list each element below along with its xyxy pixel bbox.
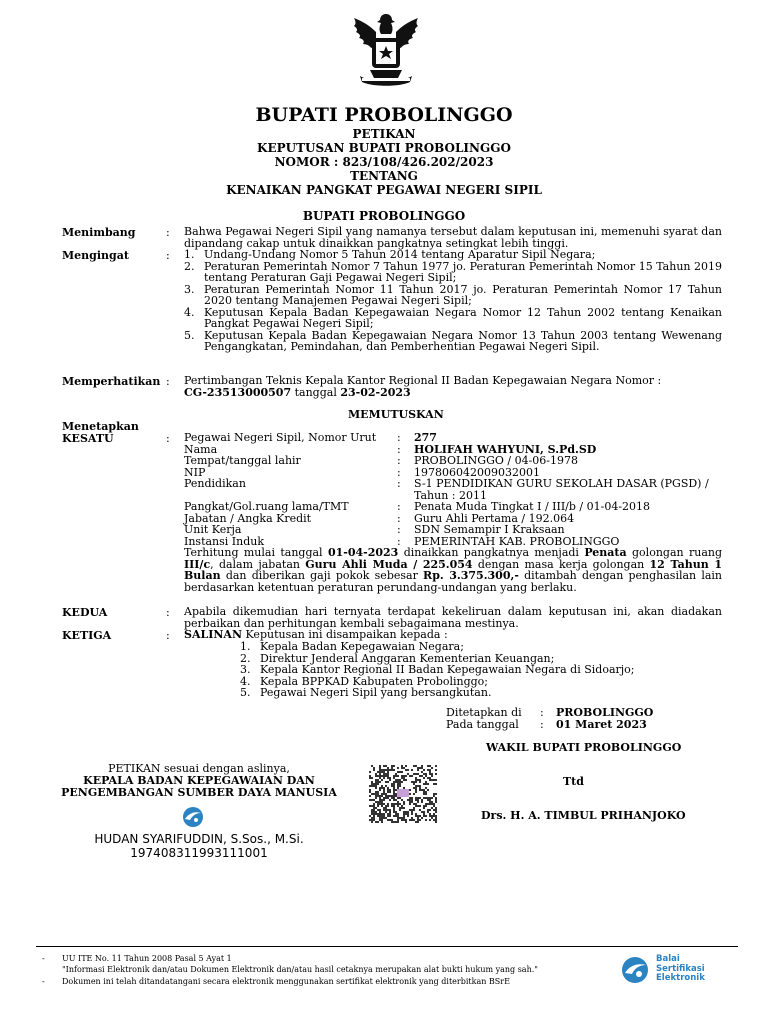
ref-date: 23-02-2023 xyxy=(340,385,411,399)
list-item xyxy=(240,687,680,699)
kesatu-paragraph xyxy=(184,547,722,593)
bsre-logo-icon xyxy=(180,806,206,828)
detail-value: 197806042009032001 xyxy=(414,465,540,479)
footer-line2: "Informasi Elektronik dan/atau Dokumen Elektronik dan/atau hasil cetaknya merupakan alat bukti hukum yang sah." xyxy=(62,965,538,974)
colon: : xyxy=(397,431,401,444)
list-number: 4. xyxy=(240,674,251,688)
kedua-text: Apabila dikemudian hari ternyata terdapat kekeliruan dalam keputusan ini, akan diadakan perbaikan dan perhitungan kembali sebagaimana mestinya. xyxy=(184,605,722,630)
colon: : xyxy=(166,432,170,445)
gaji-pokok: Rp. 3.375.300,- xyxy=(423,569,519,582)
issuer-title: BUPATI PROBOLINGGO xyxy=(302,209,466,223)
memutuskan-heading: MEMUTUSKAN xyxy=(348,408,444,421)
list-item xyxy=(184,330,722,353)
list-text: Undang-Undang Nomor 5 Tahun 2014 tentang Aparatur Sipil Negara; xyxy=(204,248,596,261)
colon: : xyxy=(397,534,401,548)
list-text: Peraturan Pemerintah Nomor 11 Tahun 2017 jo. Peraturan Pemerintah Nomor 17 Tahun 2020 tentang Manajemen Pegawai Negeri Sipil; xyxy=(204,282,722,307)
kedua-label: KEDUA xyxy=(62,606,108,619)
detail-row xyxy=(184,455,724,467)
list-text: Peraturan Pemerintah Nomor 7 Tahun 1977 jo. Peraturan Pemerintah Nomor 15 Tahun 2019 tentang Peraturan Gaji Pegawai Negeri Sipil; xyxy=(204,259,722,284)
place-label: Ditetapkan di xyxy=(446,706,522,719)
colon: : xyxy=(166,249,170,262)
official-title: WAKIL BUPATI PROBOLINGGO xyxy=(486,741,682,754)
bsre-label xyxy=(656,955,705,984)
list-item xyxy=(184,284,722,307)
qr-code-icon xyxy=(369,765,437,823)
signer-name: HUDAN SYARIFUDDIN, S.Sos., M.Si. xyxy=(94,832,304,846)
text-seg: golongan ruang xyxy=(626,546,722,559)
menimbang-text: Bahwa Pegawai Negeri Sipil yang namanya tersebut dalam keputusan ini, memenuhi syarat dan dipandang cakap untuk dinaikkan pangkatnya setingkat lebih tinggi. xyxy=(184,225,722,250)
list-number: 1. xyxy=(184,248,195,261)
kesatu-label: KESATU xyxy=(62,432,114,445)
salinan-intro: Keputusan ini disampaikan kepada : xyxy=(242,628,448,641)
text-seg: dengan masa kerja golongan xyxy=(472,557,650,571)
new-jabatan: Guru Ahli Muda / 225.054 xyxy=(305,557,473,571)
list-text: Kepala Kantor Regional II Badan Kepegawaian Negara di Sidoarjo; xyxy=(260,663,635,676)
colon: : xyxy=(397,500,401,513)
detail-key: Jabatan / Angka Kredit xyxy=(184,511,312,525)
detail-key: Pendidikan xyxy=(184,477,246,490)
list-number: 5. xyxy=(240,686,251,699)
detail-key: Pangkat/Gol.ruang lama/TMT xyxy=(184,500,349,513)
decree-number: NOMOR : 823/108/426.202/2023 xyxy=(274,155,494,169)
detail-row xyxy=(184,432,724,444)
detail-key: Unit Kerja xyxy=(184,523,242,536)
colon: : xyxy=(397,465,401,479)
mengingat-list xyxy=(184,249,722,353)
list-number: 1. xyxy=(240,640,251,653)
ketiga-list xyxy=(240,641,680,699)
tmt-date: 01-04-2023 xyxy=(327,546,399,559)
menimbang-label: Menimbang xyxy=(62,226,136,239)
detail-value: Penata Muda Tingkat I / III/b / 01-04-2018 xyxy=(414,500,651,513)
footer-bullet: - xyxy=(42,977,45,986)
list-text: Direktur Jenderal Anggaran Kementerian Keuangan; xyxy=(260,651,555,665)
footer-line3: Dokumen ini telah ditandatangani secara elektronik menggunakan sertifikat elektronik yang diterbitkan BSrE xyxy=(62,977,510,986)
colon: : xyxy=(540,718,544,731)
bsre-line: Sertifikasi xyxy=(656,963,705,974)
petikan-line1: PETIKAN sesuai dengan aslinya, xyxy=(108,762,290,775)
list-text: Kepala Badan Kepegawaian Negara; xyxy=(260,640,464,653)
text-seg: dan diberikan gaji pokok sebesar xyxy=(220,569,424,582)
ttd-label: Ttd xyxy=(563,775,584,788)
list-text: Kepala BPPKAD Kabupaten Probolinggo; xyxy=(260,674,489,688)
colon: : xyxy=(166,375,170,388)
list-item xyxy=(240,664,680,676)
petikan-line2: KEPALA BADAN KEPEGAWAIAN DAN xyxy=(83,774,315,787)
list-item xyxy=(184,249,722,261)
colon: : xyxy=(397,442,401,456)
tentang-label: TENTANG xyxy=(350,169,418,183)
detail-key: Instansi Induk xyxy=(184,534,265,548)
signer-nip: 197408311993111001 xyxy=(130,846,268,860)
new-golongan: III/c xyxy=(184,557,211,571)
new-rank: Penata xyxy=(584,546,627,559)
colon: : xyxy=(540,706,544,719)
bsre-line: Balai xyxy=(656,954,680,964)
detail-row xyxy=(184,524,724,536)
memperhatikan-line: Pertimbangan Teknis Kepala Kantor Regional II Badan Kepegawaian Negara Nomor : xyxy=(184,374,662,387)
date-label: Pada tanggal xyxy=(446,718,519,731)
colon: : xyxy=(166,629,170,642)
petikan-line3: PENGEMBANGAN SUMBER DAYA MANUSIA xyxy=(61,786,337,799)
colon: : xyxy=(397,477,401,490)
colon: : xyxy=(166,606,170,619)
colon: : xyxy=(397,454,401,467)
detail-value: SDN Semampir I Kraksaan xyxy=(414,523,565,536)
list-number: 4. xyxy=(184,305,195,319)
detail-row xyxy=(184,501,724,513)
list-text: Keputusan Kepala Badan Kepegawaian Negara Nomor 13 Tahun 2003 tentang Wewenang Pengangkatan, Pemindahan, dan Pemberhentian Pegawai Negeri Sipil. xyxy=(204,328,722,353)
footer-bullet: - xyxy=(42,954,45,963)
detail-key: Pegawai Negeri Sipil, Nomor Urut xyxy=(184,431,377,444)
mengingat-label: Mengingat xyxy=(62,249,129,262)
menetapkan-label: Menetapkan xyxy=(62,420,139,433)
footer-divider xyxy=(36,946,738,947)
ketiga-label: KETIGA xyxy=(62,629,112,642)
date-value: 01 Maret 2023 xyxy=(556,718,647,731)
list-number: 5. xyxy=(184,328,195,342)
garuda-emblem-icon xyxy=(340,10,432,92)
detail-key: NIP xyxy=(184,465,206,479)
list-number: 2. xyxy=(184,259,195,273)
employee-details xyxy=(184,432,724,547)
ref-mid: tanggal xyxy=(291,385,341,399)
bsre-footer-logo-icon xyxy=(618,955,652,985)
page-title: BUPATI PROBOLINGGO xyxy=(255,104,513,126)
doc-type: PETIKAN xyxy=(352,127,416,141)
detail-key: Nama xyxy=(184,442,218,456)
bsre-line: Elektronik xyxy=(656,973,705,983)
list-text: Pegawai Negeri Sipil yang bersangkutan. xyxy=(260,686,492,699)
list-text: Keputusan Kepala Badan Kepegawaian Negara Nomor 12 Tahun 2002 tentang Kenaikan Pangkat Pegawai Negeri Sipil; xyxy=(204,305,722,330)
list-number: 2. xyxy=(240,651,251,665)
masa-kerja: 12 Tahun 1 Bulan xyxy=(184,557,722,582)
list-item xyxy=(184,307,722,330)
detail-value: PROBOLINGGO / 04-06-1978 xyxy=(414,454,578,467)
salinan-label: SALINAN xyxy=(184,628,243,641)
detail-value: Guru Ahli Pertama / 192.064 xyxy=(414,511,575,525)
official-name: Drs. H. A. TIMBUL PRIHANJOKO xyxy=(481,809,686,822)
footer-line1: UU ITE No. 11 Tahun 2008 Pasal 5 Ayat 1 xyxy=(62,954,232,963)
list-number: 3. xyxy=(184,282,195,296)
list-item xyxy=(240,641,680,653)
text-seg: ditambah dengan penghasilan lain berdasarkan ketentuan peraturan perundang-undangan yang berlaku. xyxy=(184,569,723,594)
decree-title: KEPUTUSAN BUPATI PROBOLINGGO xyxy=(257,141,511,155)
text-seg: Terhitung mulai tanggal xyxy=(184,546,328,559)
detail-value: PEMERINTAH KAB. PROBOLINGGO xyxy=(414,534,620,548)
detail-row xyxy=(184,478,724,501)
list-number: 3. xyxy=(240,663,251,676)
detail-value: HOLIFAH WAHYUNI, S.Pd.SD xyxy=(414,442,597,456)
ketiga-intro xyxy=(184,629,722,641)
colon: : xyxy=(397,511,401,525)
detail-value: 277 xyxy=(414,431,437,444)
place-value: PROBOLINGGO xyxy=(556,706,654,719)
colon: : xyxy=(166,226,170,239)
text-seg: dinaikkan pangkatnya menjadi xyxy=(398,546,585,559)
decree-subject: KENAIKAN PANGKAT PEGAWAI NEGERI SIPIL xyxy=(226,183,542,197)
text-seg: , dalam jabatan xyxy=(210,557,306,571)
colon: : xyxy=(397,523,401,536)
memperhatikan-text xyxy=(184,375,722,398)
list-item xyxy=(184,261,722,284)
detail-key: Tempat/tanggal lahir xyxy=(184,454,301,467)
memperhatikan-label: Memperhatikan xyxy=(62,375,161,388)
detail-value: S-1 PENDIDIKAN GURU SEKOLAH DASAR (PGSD) / Tahun : 2011 xyxy=(414,477,709,502)
ref-number: CG-23513000507 xyxy=(184,385,292,399)
